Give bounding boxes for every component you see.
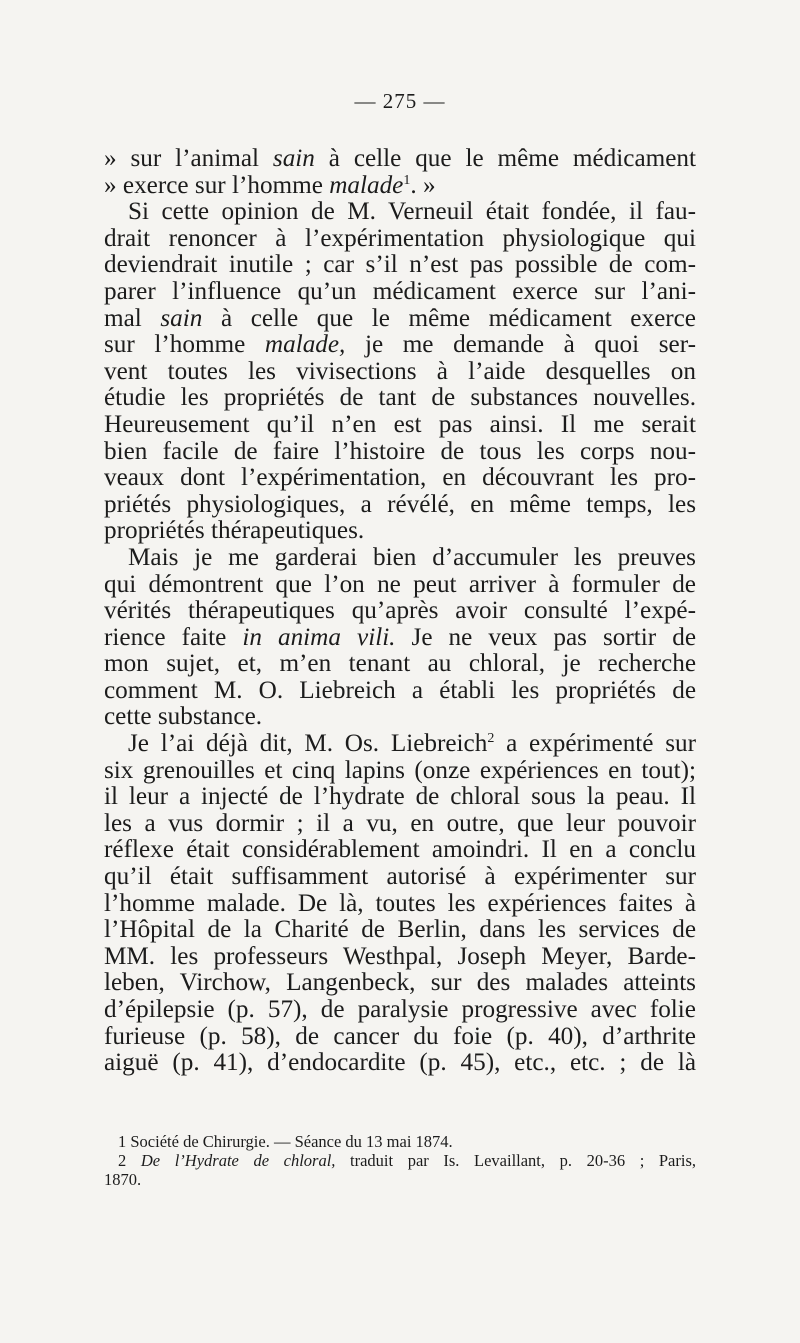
text-line: d’épilepsie (p. 57), de paralysie progressive avec folie xyxy=(104,996,696,1023)
text-line: six grenouilles et cinq lapins (onze expériences en tout); xyxy=(104,756,696,784)
text-line: mon sujet, et, m’en tenant au chloral, je recherche xyxy=(104,650,696,678)
text-line: sur l’homme malade, je me demande à quoi ser- xyxy=(104,331,696,359)
text-line: parer l’influence qu’un médicament exerce sur l’ani- xyxy=(104,277,696,305)
text-line: l’Hôpital de la Charité de Berlin, dans les services de xyxy=(104,916,696,944)
text-line: les a vus dormir ; il a vu, en outre, que leur pouvoir xyxy=(104,809,696,837)
text-line: comment M. O. Liebreich a établi les propriétés de xyxy=(104,676,696,704)
text-line: étudie les propriétés de tant de substances nouvelles. xyxy=(104,384,696,412)
text-line: réflexe était considérablement amoindri. Il en a conclu xyxy=(104,836,696,864)
text-line: Heureusement qu’il n’en est pas ainsi. Il me serait xyxy=(104,410,696,438)
text-line: propriétés thérapeutiques. xyxy=(104,517,365,545)
text-line: Mais je me garderai bien d’accumuler les preuves xyxy=(128,543,696,571)
text-line: il leur a injecté de l’hydrate de chloral sous la peau. Il xyxy=(104,783,696,811)
text-line: Je l’ai déjà dit, M. Os. Liebreich$^2$ a expérimenté sur xyxy=(128,730,696,758)
text-line: Si cette opinion de M. Verneuil était fondée, il fau- xyxy=(128,198,696,226)
footnote-line: 2 De l’Hydrate de chloral, traduit par Is. Levaillant, p. 20-36 ; Paris, xyxy=(118,1151,697,1170)
text-line: deviendrait inutile ; car s’il n’est pas possible de com- xyxy=(104,251,696,279)
text-line: » sur l’animal sain à celle que le même médicament xyxy=(104,145,696,172)
text-line: rience faite in anima vili. Je ne veux pas sortir de xyxy=(104,623,696,651)
text-line: vent toutes les vivisections à l’aide desquelles on xyxy=(104,357,696,385)
text-line: cette substance. xyxy=(104,703,263,731)
text-line: bien facile de faire l’histoire de tous les corps nou- xyxy=(104,437,696,465)
text-line: veaux dont l’expérimentation, en découvrant les pro- xyxy=(104,464,696,492)
footnote-marker: 2 xyxy=(487,731,495,747)
text-line: aiguë (p. 41), d’endocardite (p. 45), etc., etc. ; de là xyxy=(104,1049,696,1077)
text-line: » exerce sur l’homme malade$^1$. » xyxy=(104,171,436,199)
text-line: priétés physiologiques, a révélé, en même temps, les xyxy=(104,490,696,518)
text-line: leben, Virchow, Langenbeck, sur des malades atteints xyxy=(104,969,696,997)
text-line: vérités thérapeutiques qu’après avoir consulté l’expé- xyxy=(104,597,696,625)
text-line: drait renoncer à l’expérimentation physiologique qui xyxy=(104,224,696,252)
footnote-line: 1870. xyxy=(104,1170,142,1189)
footnote-marker: 1 xyxy=(403,172,411,188)
text-line: MM. les professeurs Westhpal, Joseph Meyer, Barde- xyxy=(104,942,696,970)
text-line: furieuse (p. 58), de cancer du foie (p. 40), d’arthrite xyxy=(104,1022,696,1050)
text-line: qu’il était suffisamment autorisé à expérimenter sur xyxy=(104,863,696,891)
text-line: qui démontrent que l’on ne peut arriver à formuler de xyxy=(104,570,696,598)
footnote-line: 1 Société de Chirurgie. — Séance du 13 mai 1874. xyxy=(118,1132,453,1151)
page-number: — 275 — xyxy=(354,89,446,113)
text-line: mal sain à celle que le même médicament exerce xyxy=(104,304,696,332)
text-line: l’homme malade. De là, toutes les expériences faites à xyxy=(104,889,696,917)
main-text xyxy=(104,146,696,1077)
footnotes xyxy=(104,1132,696,1189)
